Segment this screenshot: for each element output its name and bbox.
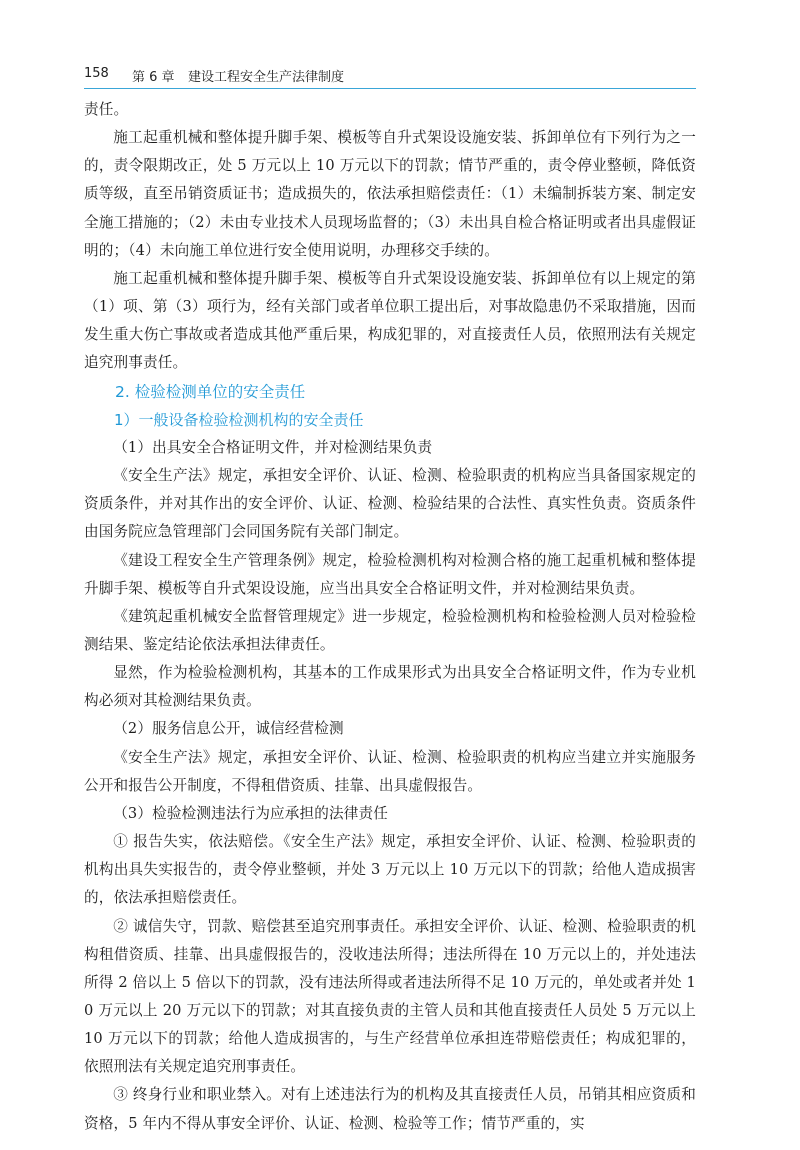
section-heading: 2. 检验检测单位的安全责任	[115, 382, 306, 401]
paragraph-integrity: ② 诚信失守，罚款、赔偿甚至追究刑事责任。承担安全评价、认证、检测、检验职责的机构租借资质、挂靠、出具虚假报告的，没收违法所得；违法所得在 10 万元以上的，并处违法所得 2 倍以上 5 倍以下的罚款，没有违法所得或者违法所得不足 10 万元的，单处或者并处 10 万元以上 20 万元以下的罚款；对其直接负责的主管人员和其他直接责任人员处 5 万元以上 10 万元以下的罚款；给他人造成损害的，与生产经营单位承担连带赔偿责任；构成犯罪的，依照刑法有关规定追究刑事责任。	[84, 917, 696, 1076]
item-heading-2: （2）服务信息公开，诚信经营检测	[113, 720, 344, 738]
paragraph-crane-rules: 《建筑起重机械安全监督管理规定》进一步规定，检验检测机构和检验检测人员对检验检测结果、鉴定结论依法承担法律责任。	[84, 607, 696, 653]
item-heading-1: （1）出具安全合格证明文件，并对检测结果负责	[113, 438, 433, 456]
paragraph-conclusion: 显然，作为检验检测机构，其基本的工作成果形式为出具安全合格证明文件，作为专业机构必须对其检测结果负责。	[84, 664, 696, 710]
chapter-number: 第 6 章	[132, 70, 175, 85]
paragraph-criminal-liability: 施工起重机械和整体提升脚手架、模板等自升式架设设施安装、拆卸单位有以上规定的第（1）项、第（3）项行为，经有关部门或者单位职工提出后，对事故隐患仍不采取措施，因而发生重大伤亡事故或者造成其他严重后果，构成犯罪的，对直接责任人员，依照刑法有关规定追究刑事责任。	[84, 269, 696, 372]
subsection-heading: 1）一般设备检验检测机构的安全责任	[114, 410, 364, 429]
chapter-title: 建设工程安全生产法律制度	[188, 70, 345, 85]
item-heading-3: （3）检验检测违法行为应承担的法律责任	[113, 804, 389, 822]
paragraph-disclosure: 《安全生产法》规定，承担安全评价、认证、检测、检验职责的机构应当建立并实施服务公开和报告公开制度，不得租借资质、挂靠、出具虚假报告。	[84, 748, 696, 794]
paragraph-regulation: 《建设工程安全生产管理条例》规定，检验检测机构对检测合格的施工起重机械和整体提升脚手架、模板等自升式架设设施，应当出具安全合格证明文件，并对检测结果负责。	[84, 551, 696, 597]
paragraph-safety-law: 《安全生产法》规定，承担安全评价、认证、检测、检验职责的机构应当具备国家规定的资质条件，并对其作出的安全评价、认证、检测、检验结果的合法性、真实性负责。资质条件由国务院应急管理部门会同国务院有关部门制定。	[84, 467, 696, 541]
page-body	[84, 96, 696, 1138]
running-header	[84, 62, 696, 86]
header-rule	[84, 88, 696, 89]
paragraph-ban: ③ 终身行业和职业禁入。对有上述违法行为的机构及其直接责任人员，吊销其相应资质和资格，5 年内不得从事安全评价、认证、检测、检验等工作；情节严重的，实	[84, 1086, 696, 1132]
paragraph-installer-penalties: 施工起重机械和整体提升脚手架、模板等自升式架设设施安装、拆卸单位有下列行为之一的，责令限期改正，处 5 万元以上 10 万元以下的罚款；情节严重的，责令停业整顿，降低资质等级，直至吊销资质证书；造成损失的，依法承担赔偿责任：（1）未编制拆装方案、制定安全施工措施的；（2）未由专业技术人员现场监督的；（3）未出具自检合格证明或者出具虚假证明的；（4）未向施工单位进行安全使用说明，办理移交手续的。	[84, 129, 696, 259]
paragraph-continuation: 责任。	[84, 101, 129, 118]
page-number: 158	[84, 66, 109, 81]
paragraph-false-report: ① 报告失实，依法赔偿。《安全生产法》规定，承担安全评价、认证、检测、检验职责的机构出具失实报告的，责令停业整顿，并处 3 万元以上 10 万元以下的罚款；给他人造成损害的，依法承担赔偿责任。	[84, 833, 696, 907]
